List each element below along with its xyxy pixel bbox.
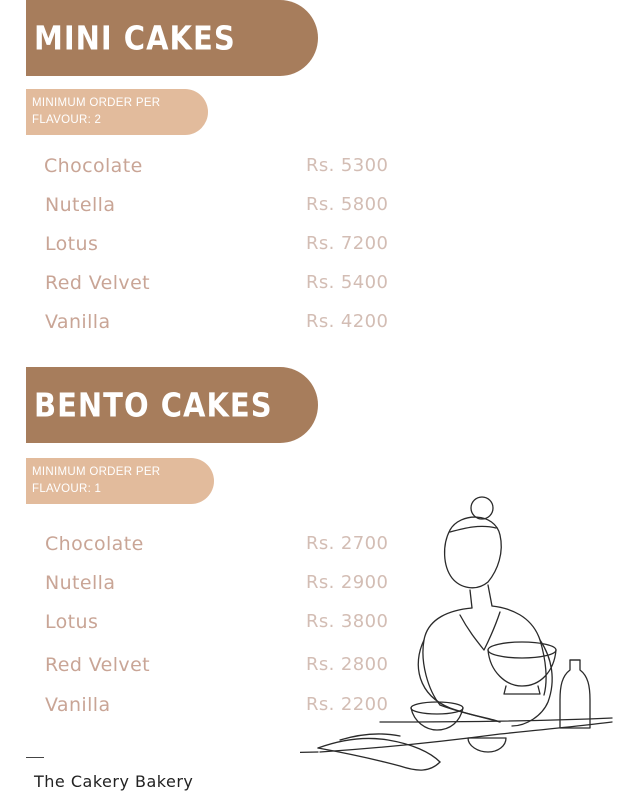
item-name: Lotus (45, 233, 99, 255)
bento-cakes-banner (26, 367, 318, 443)
menu-item (0, 155, 638, 185)
item-price: Rs. 2800 (306, 654, 389, 675)
item-name: Vanilla (45, 694, 111, 716)
item-name: Vanilla (45, 311, 111, 333)
baker-line-drawing-icon (300, 490, 615, 780)
item-price: Rs. 2700 (306, 533, 389, 554)
item-price: Rs. 5400 (306, 272, 389, 293)
item-name: Chocolate (44, 155, 143, 177)
item-price: Rs. 7200 (306, 233, 389, 254)
item-name: Lotus (45, 611, 99, 633)
footer-brand: The Cakery Bakery (34, 772, 194, 791)
item-price: Rs. 4200 (306, 311, 389, 332)
item-price: Rs. 5300 (306, 155, 389, 176)
mini-cakes-min-order-badge (26, 89, 208, 135)
menu-item (0, 272, 638, 302)
bento-cakes-min-order-badge (26, 458, 214, 504)
item-price: Rs. 3800 (306, 611, 389, 632)
item-price: Rs. 2200 (306, 694, 389, 715)
divider-line (26, 757, 44, 758)
menu-item (0, 233, 638, 263)
menu-item (0, 311, 638, 341)
item-name: Chocolate (45, 533, 144, 555)
mini-cakes-title: MINI CAKES (34, 18, 236, 58)
item-name: Red Velvet (45, 272, 151, 294)
item-name: Red Velvet (45, 654, 151, 676)
mini-cakes-min-order-text: MINIMUM ORDER PER FLAVOUR: 2 (32, 97, 161, 126)
bento-cakes-min-order-text: MINIMUM ORDER PER FLAVOUR: 1 (32, 466, 161, 495)
bento-cakes-title: BENTO CAKES (34, 385, 273, 425)
mini-cakes-banner (26, 0, 318, 76)
menu-item (0, 194, 638, 224)
item-price: Rs. 2900 (306, 572, 389, 593)
item-name: Nutella (45, 194, 116, 216)
item-price: Rs. 5800 (306, 194, 389, 215)
item-name: Nutella (45, 572, 116, 594)
